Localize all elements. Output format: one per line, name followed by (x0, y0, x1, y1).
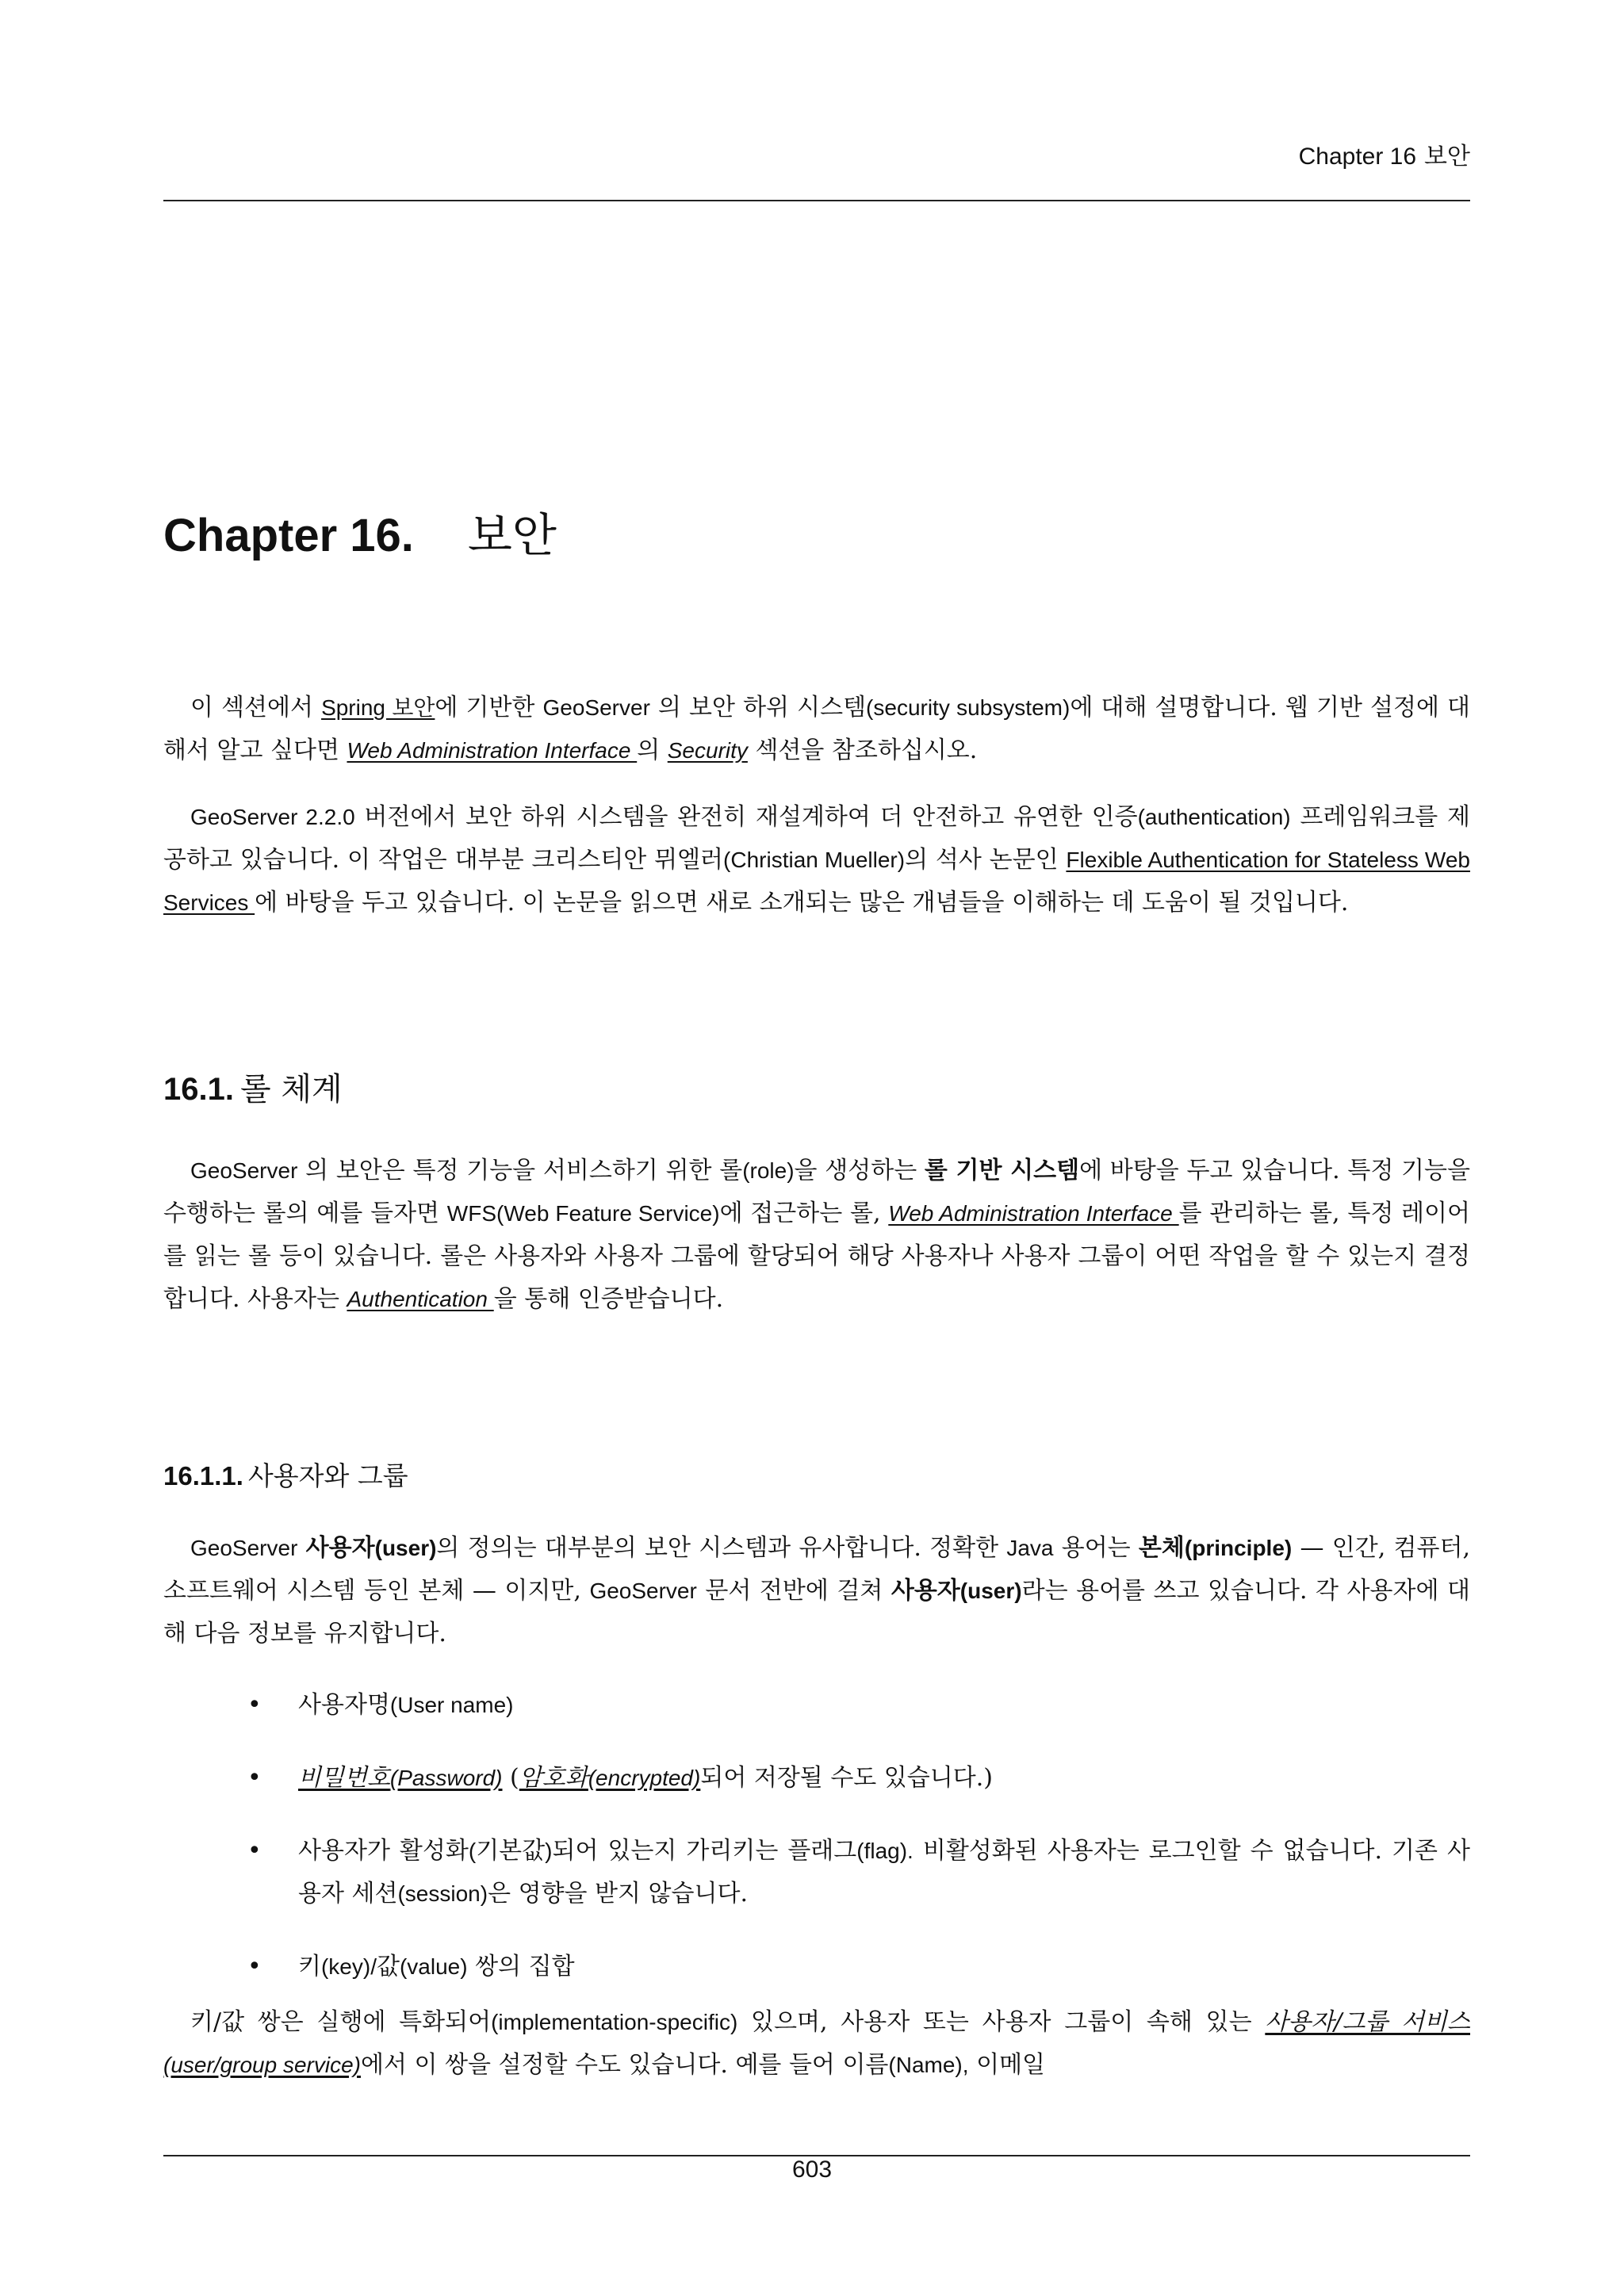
text-run: ( (468, 1839, 477, 1863)
link-text: (Password) (389, 1766, 503, 1790)
text-run: 기본값 (476, 1837, 546, 1865)
password-link[interactable] (298, 1764, 503, 1792)
text-run: — 인간, 컴퓨터, 소프트웨어 시스템 등인 본체 — 이지만, (163, 1534, 1470, 1605)
link-text: 비밀번호 (298, 1764, 390, 1792)
spring-security-link[interactable]: Spring 보안 (321, 695, 435, 720)
text-run: 의 보안은 특정 기능을 서비스하기 위한 롤 (297, 1157, 743, 1184)
link-text: 사용자/그룹 서비스 (1265, 2008, 1471, 2036)
running-head (1299, 136, 1470, 171)
text-run: (session) (397, 1881, 488, 1906)
text-run: 사용자가 활성화 (298, 1837, 469, 1865)
section-heading-16-1-1 (163, 1456, 408, 1493)
security-link[interactable]: Security (667, 738, 748, 763)
text-run: 의 석사 논문인 (905, 846, 1067, 874)
text-run: 섹션을 참조하십시오. (747, 737, 978, 764)
text-run: (Name), (888, 2053, 969, 2077)
text-run: (implementation-specific) (491, 2010, 738, 2034)
bold-term: (principle) (1184, 1536, 1293, 1560)
text-run: GeoServer (542, 695, 650, 720)
text-run: ) (545, 1839, 553, 1863)
text-run: (value) (399, 1954, 468, 1979)
text-run: 쌍의 집합 (467, 1953, 575, 1980)
link-text: (encrypted) (588, 1766, 701, 1790)
text-run: 의 정의는 대부분의 보안 시스템과 유사합니다. 정확한 (436, 1534, 1007, 1562)
text-run: 키 (298, 1953, 321, 1980)
text-run: 의 (637, 737, 668, 764)
bold-term: 롤 기반 시스템 (924, 1157, 1080, 1184)
text-run: 프레임워크를 제공하고 있습니다. 이 작업은 대부분 크리스티안 뮈엘러 (163, 803, 1470, 874)
text-run: WFS(Web Feature Service) (446, 1201, 720, 1226)
text-run: 문서 전반에 걸쳐 (696, 1577, 891, 1605)
text-run: (Christian Mueller) (723, 848, 906, 872)
text-run: 있으며, 사용자 또는 사용자 그룹이 속해 있는 (737, 2008, 1266, 2036)
running-head-title: 보안 (1424, 143, 1470, 170)
running-head-chapter: Chapter 16 (1298, 144, 1417, 170)
text-run: (security subsystem) (866, 695, 1071, 720)
text-run: 에 기반한 (435, 694, 543, 721)
list-item (163, 1757, 1470, 1800)
list-item (163, 1830, 1470, 1915)
text-run: 에 대해 설명합니다. 웹 기반 설정에 대해서 알고 싶다면 (163, 694, 1470, 764)
chapter-title (163, 498, 557, 564)
chapter-number: Chapter 16. (163, 510, 414, 561)
bullet-icon: • (247, 1764, 262, 1792)
bold-term: 사용자 (891, 1577, 960, 1605)
text-run: (flag). (856, 1839, 914, 1863)
key-value-paragraph (163, 2001, 1470, 2087)
user-info-list (163, 1684, 1470, 2019)
header-rule (163, 200, 1470, 201)
bullet-icon: • (247, 1953, 262, 1980)
section-number: 16.1.1. (163, 1461, 243, 1490)
section-number: 16.1. (163, 1072, 234, 1107)
page-number: 603 (791, 2156, 833, 2183)
section-title: 사용자와 그룹 (247, 1460, 408, 1491)
link-text: 암호화 (519, 1764, 588, 1792)
text-run: (authentication) (1137, 805, 1291, 829)
bold-term: (user) (374, 1536, 437, 1560)
text-run: GeoServer (190, 1536, 298, 1560)
text-run: 값 (376, 1953, 400, 1980)
text-run: (key)/ (320, 1954, 377, 1979)
encrypted-link[interactable] (519, 1764, 701, 1792)
text-run: 의 보안 하위 시스템 (649, 694, 867, 721)
text-run: ( (502, 1764, 519, 1792)
text-run: (role) (742, 1158, 795, 1183)
text-run: Java (1006, 1536, 1054, 1560)
text-run: 라는 용어를 쓰고 있습니다. 각 사용자에 대해 다음 정보를 유지합니다. (163, 1577, 1470, 1647)
web-admin-interface-link[interactable]: Web Administration Interface (347, 738, 638, 763)
text-run: 되어 저장될 수도 있습니다.) (700, 1764, 993, 1792)
authentication-link[interactable]: Authentication (347, 1287, 494, 1311)
text-run: 에 바탕을 두고 있습니다. 이 논문을 읽으면 새로 소개되는 많은 개념들을 이해하는 데 도움이 될 것입니다. (255, 889, 1349, 916)
text-run: 이 섹션에서 (190, 694, 322, 721)
flexible-authentication-paper-link[interactable]: Flexible Authentication for Stateless Web Services (163, 848, 1471, 915)
text-run: 키/값 쌍은 실행에 특화되어 (190, 2008, 492, 2036)
role-paragraph (163, 1150, 1470, 1321)
text-run: 은 영향을 받지 않습니다. (488, 1880, 749, 1908)
text-run (297, 1534, 305, 1562)
text-run: 용어는 (1053, 1534, 1139, 1562)
text-run: 되어 있는지 가리키는 플래그 (552, 1837, 857, 1865)
intro-paragraph-2 (163, 796, 1470, 924)
text-run: 을 생성하는 (794, 1157, 925, 1184)
text-run: GeoServer (589, 1578, 697, 1603)
section-title: 롤 체계 (239, 1071, 343, 1108)
text-run: 사용자명 (298, 1691, 390, 1719)
intro-paragraph-1 (163, 687, 1470, 772)
text-run: 를 관리하는 롤, 특정 레이어를 읽는 롤 등이 있습니다. 롤은 사용자와 사용자 그룹에 할당되어 해당 사용자나 사용자 그룹이 어떤 작업을 할 수 있는지 결정합니다. 사용자는 (163, 1200, 1470, 1313)
bullet-icon: • (247, 1691, 262, 1719)
link-text: (user/group service) (163, 2053, 361, 2077)
chapter-title-text: 보안 (467, 508, 557, 562)
text-run: 에서 이 쌍을 설정할 수도 있습니다. 예를 들어 이름 (360, 2051, 889, 2079)
section-heading-16-1 (163, 1064, 343, 1109)
text-run: GeoServer 2.2.0 (190, 805, 355, 829)
text-run: (User name) (389, 1693, 514, 1717)
text-run: 에 접근하는 롤, (719, 1200, 889, 1227)
bullet-icon: • (247, 1837, 262, 1865)
text-run: 비활성화된 사용자는 로그인할 수 없습니다. 기존 사용자 세션 (298, 1837, 1470, 1908)
bold-term: 본체 (1138, 1534, 1185, 1562)
bold-term: 사용자 (305, 1534, 375, 1562)
list-item (163, 1684, 1470, 1727)
text-run: 이메일 (968, 2051, 1046, 2079)
text-run: GeoServer (190, 1158, 298, 1183)
web-admin-interface-link-2[interactable]: Web Administration Interface (888, 1201, 1179, 1226)
users-paragraph (163, 1527, 1470, 1655)
text-run: 버전에서 보안 하위 시스템을 완전히 재설계하여 더 안전하고 유연한 인증 (354, 803, 1138, 831)
bold-term: (user) (959, 1578, 1022, 1603)
text-run: 을 통해 인증받습니다. (493, 1285, 724, 1313)
list-item (163, 1946, 1470, 1988)
text-run: 에 바탕을 두고 있습니다. 특정 기능을 수행하는 롤의 예를 들자면 (163, 1157, 1470, 1227)
